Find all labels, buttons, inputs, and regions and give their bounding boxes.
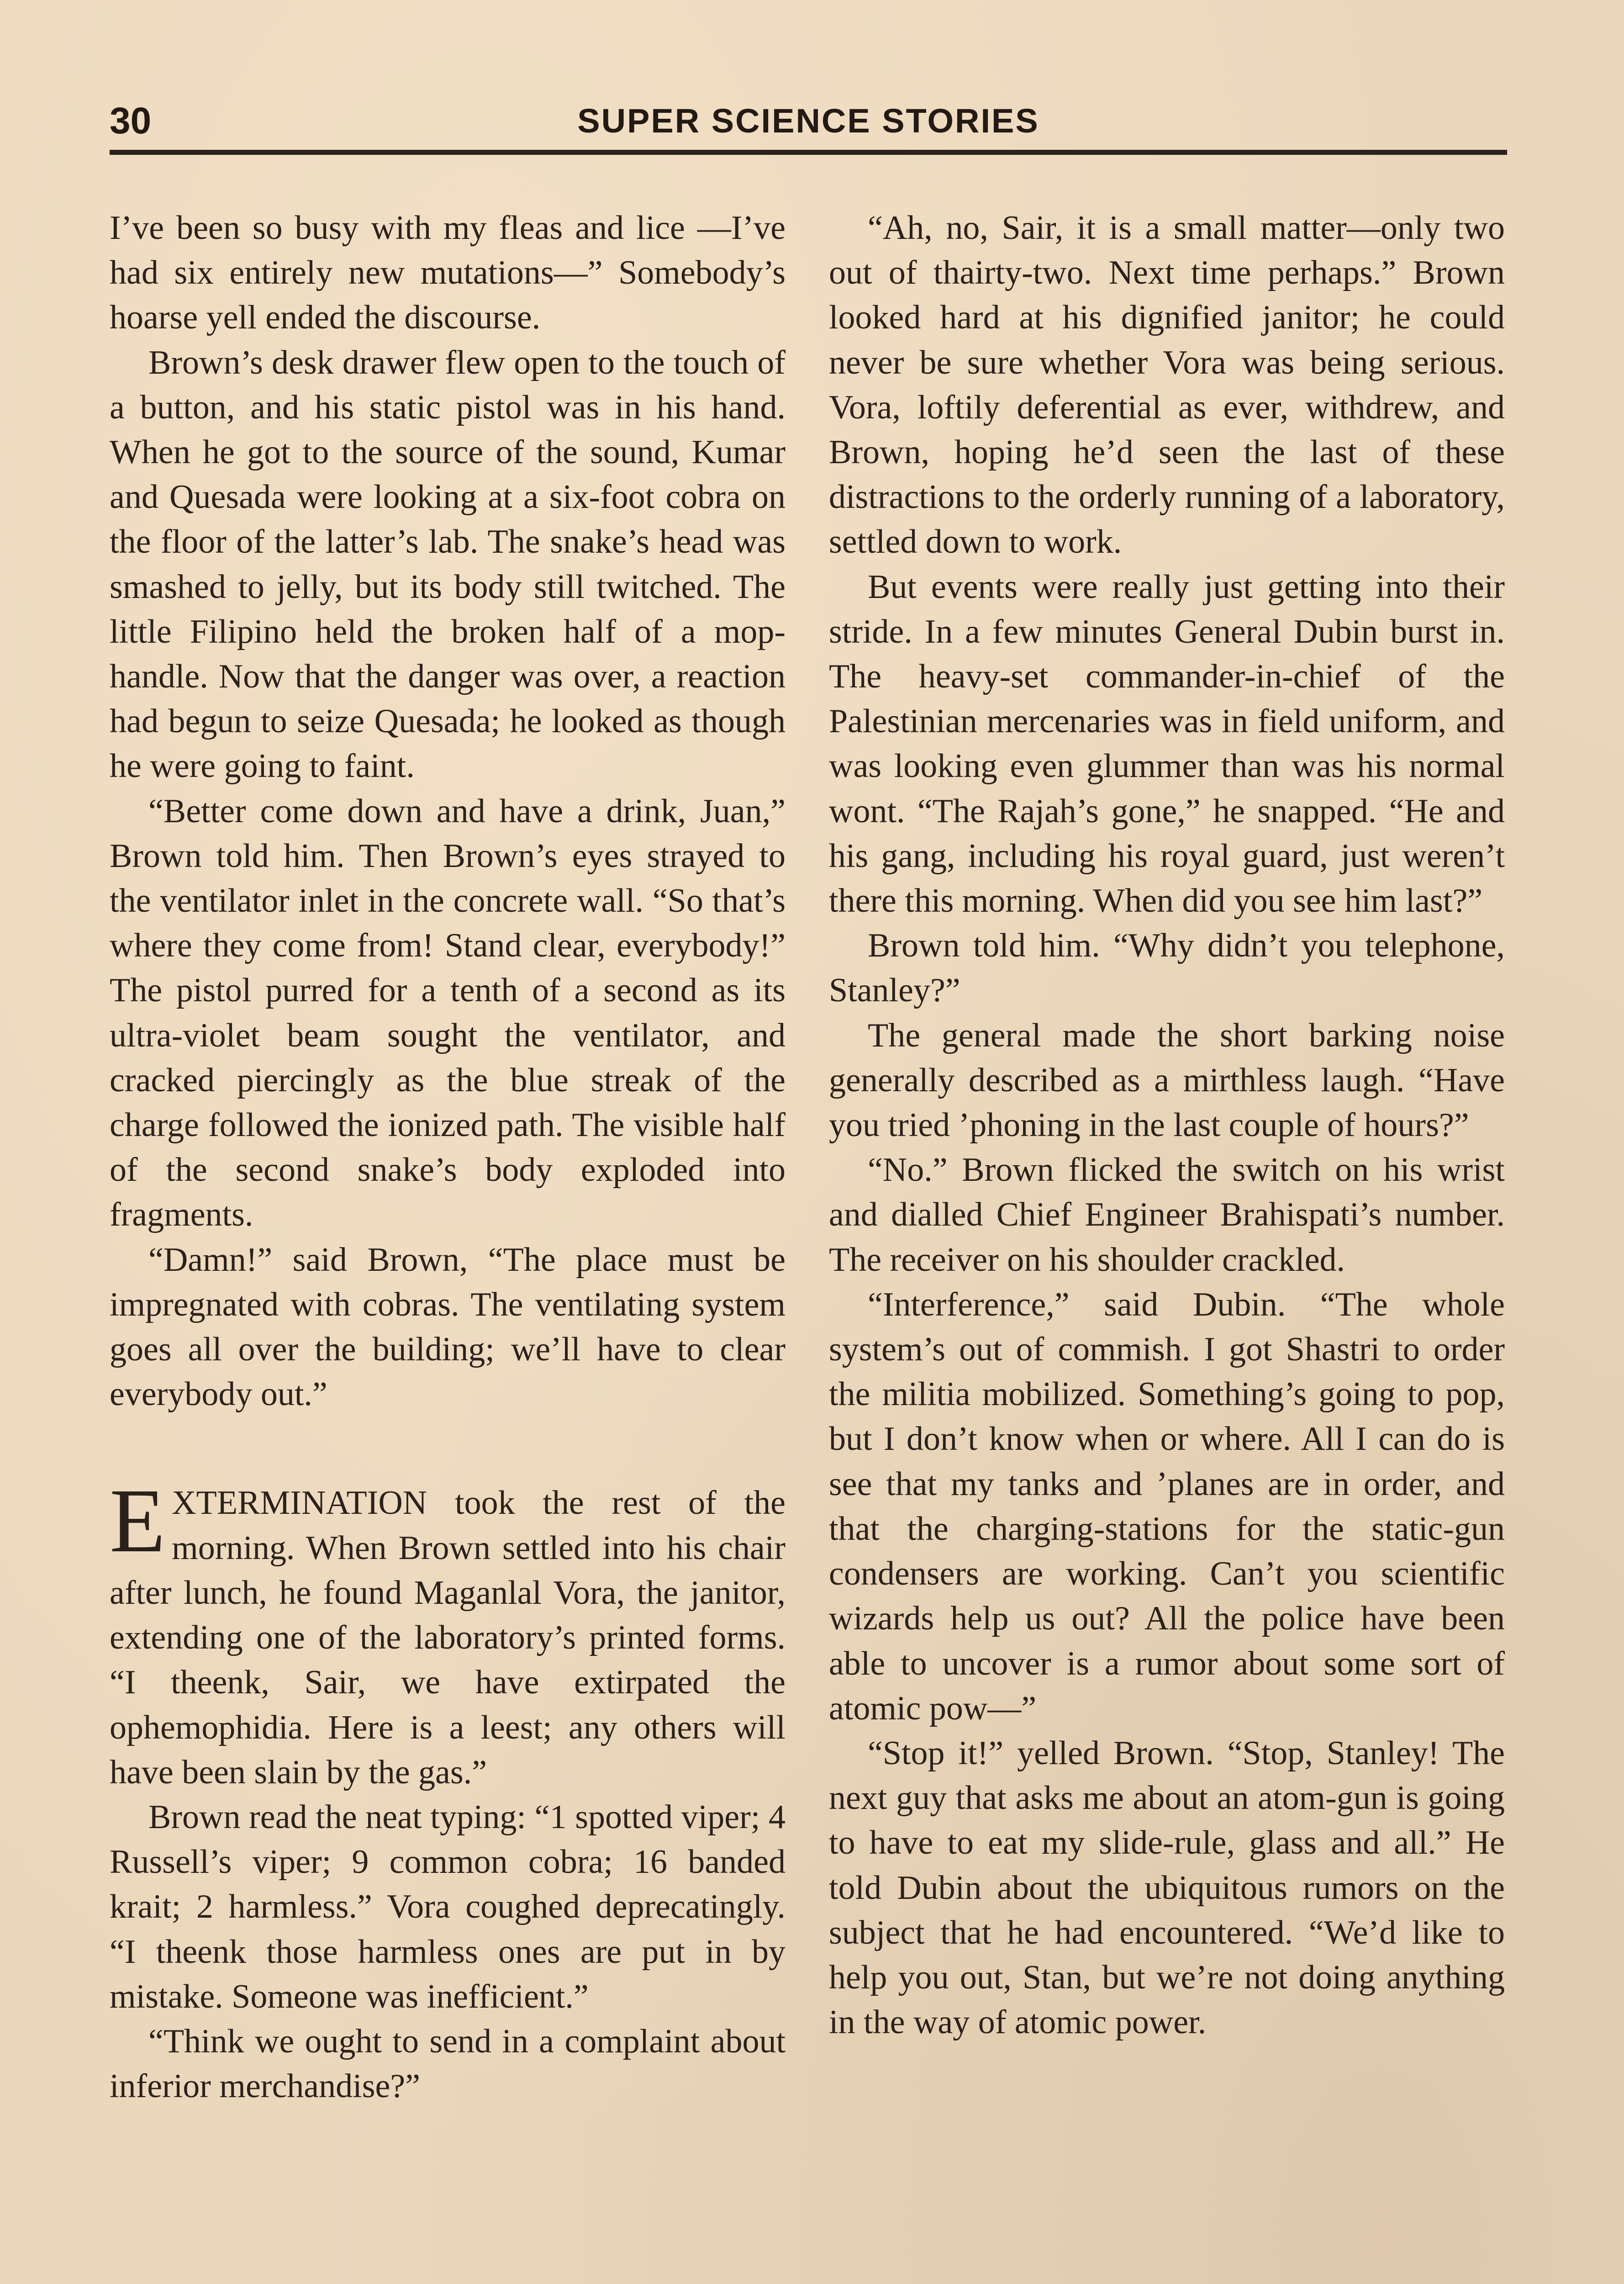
page-header: [110, 98, 1507, 148]
running-head: SUPER SCIENCE STORIES: [577, 102, 1039, 140]
paragraph: “Ah, no, Sair, it is a small matter—only two out of thairty-two. Next time perhaps.” Brown looked hard at his dignified janitor; he could never be sure whether Vora was being serious. Vora, loftily deferential as ever, withdrew, and Brown, hoping he’d seen the last of these distractions to the orderly running of a laboratory, settled down to work.: [829, 209, 1505, 561]
paragraph: Brown told him. “Why didn’t you telephone, Stanley?”: [829, 927, 1505, 1010]
paragraph: Brown’s desk drawer flew open to the touch of a button, and his static pistol was in his hand. When he got to the source of the sound, Kumar and Quesada were looking at a six-foot cobra on the floor of the latter’s lab. The snake’s head was smashed to jelly, but its body still twitched. The little Filipino held the broken half of a mop-handle. Now that the danger was over, a reaction had begun to seize Quesada; he looked as though he were going to faint.: [110, 344, 786, 785]
paragraph: “No.” Brown flicked the switch on his wrist and dialled Chief Engineer Brahispati’s number. The receiver on his shoulder crackled.: [829, 1151, 1505, 1279]
page-number: 30: [110, 100, 152, 142]
paragraph-text: XTERMINATION took the rest of the morning. When Brown settled into his chair after lunch, he found Maganlal Vora, the janitor, extending one of the laboratory’s printed forms. “I theenk, Sair, we have extirpated the ophemophidia. Here is a leest; any others will have been slain by the gas.”: [110, 1484, 786, 1791]
drop-cap: E: [110, 1470, 166, 1572]
left-column: [110, 206, 786, 2109]
section-opening-paragraph: [110, 1470, 786, 1794]
right-column: [829, 206, 1505, 2045]
paragraph: Brown read the neat typing: “1 spotted viper; 4 Russell’s viper; 9 common cobra; 16 banded krait; 2 harmless.” Vora coughed deprecatingly. “I theenk those harmless ones are put in by mistake. Someone was inefficient.”: [110, 1798, 786, 2015]
paragraph: The general made the short barking noise generally described as a mirthless laugh. “Have you tried ’phoning in the last couple of hours?”: [829, 1016, 1505, 1144]
paragraph: I’ve been so busy with my fleas and lice —I’ve had six entirely new mutations—” Somebody’s hoarse yell ended the discourse.: [110, 209, 786, 337]
paragraph: “Interference,” said Dubin. “The whole system’s out of commish. I got Shastri to order the militia mobilized. Something’s going to pop, but I don’t know when or where. All I can do is see that my tanks and ’planes are in order, and that the charging-stations for the static-gun condensers are working. Can’t you scientific wizards help us out? All the police have been able to uncover is a rumor about some sort of atomic pow—”: [829, 1285, 1505, 1727]
paragraph: “Stop it!” yelled Brown. “Stop, Stanley! The next guy that asks me about an atom-gun is going to have to eat my slide-rule, glass and all.” He told Dubin about the ubiquitous rumors on the subject that he had encountered. “We’d like to help you out, Stan, but we’re not doing anything in the way of atomic power.: [829, 1734, 1505, 2041]
header-rule: [110, 150, 1507, 155]
paragraph: “Think we ought to send in a complaint about inferior merchandise?”: [110, 2022, 786, 2105]
paragraph: “Better come down and have a drink, Juan,” Brown told him. Then Brown’s eyes strayed to the ventilator inlet in the concrete wall. “So that’s where they come from! Stand clear, everybody!” The pistol purred for a tenth of a second as its ultra-violet beam sought the ventilator, and cracked piercingly as the blue streak of the charge followed the ionized path. The visible half of the second snake’s body exploded into fragments.: [110, 792, 786, 1234]
paragraph: But events were really just getting into their stride. In a few minutes General Dubin burst in. The heavy-set commander-in-chief of the Palestinian mercenaries was in field uniform, and was looking even glummer than was his normal wont. “The Rajah’s gone,” he snapped. “He and his gang, including his royal guard, just weren’t there this morning. When did you see him last?”: [829, 568, 1505, 920]
paragraph: “Damn!” said Brown, “The place must be impregnated with cobras. The ventilating system goes all over the building; we’ll have to clear everybody out.”: [110, 1241, 786, 1413]
